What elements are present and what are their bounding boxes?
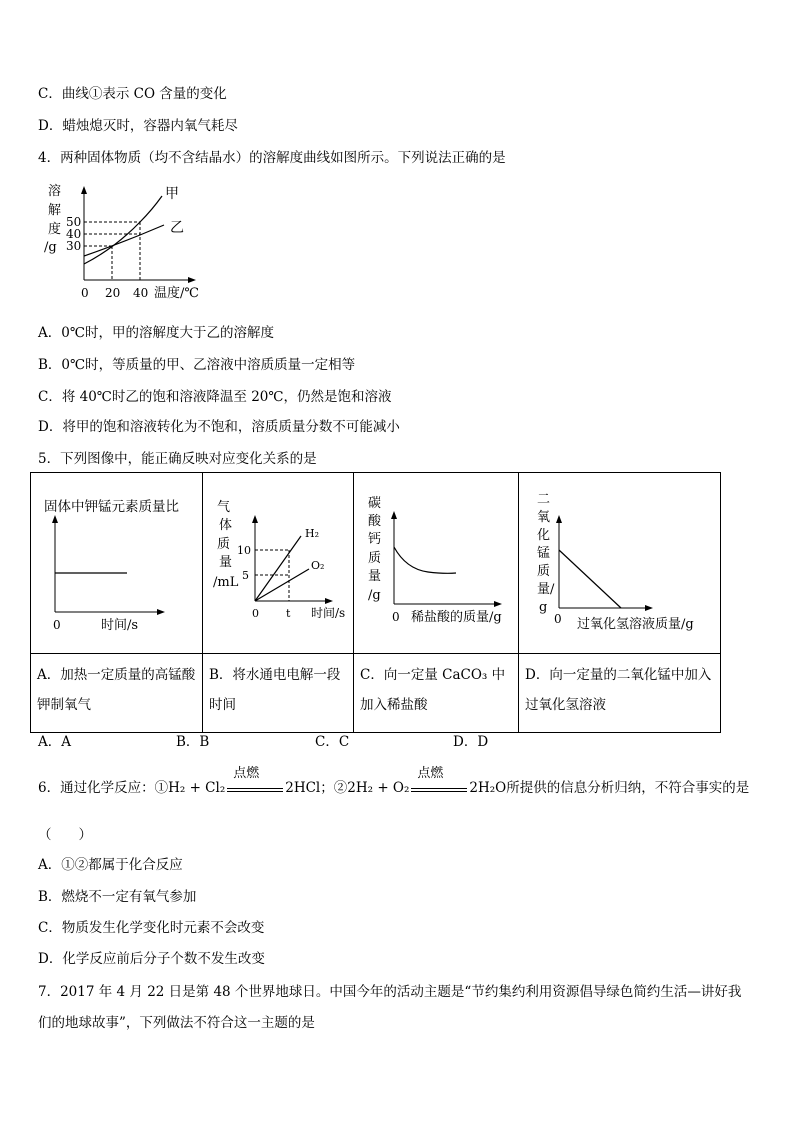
y-tick-30: 30 (66, 239, 82, 253)
reaction-arrow-1: 点燃 (227, 780, 283, 796)
x-tick-40: 40 (133, 286, 149, 300)
reaction-1-right: 2HCl (285, 780, 321, 796)
svg-text:5: 5 (242, 569, 249, 582)
svg-text:化: 化 (537, 528, 551, 543)
y-tick-40: 40 (66, 227, 82, 241)
graph-cell-a (31, 473, 203, 654)
svg-text:/mL: /mL (213, 575, 239, 590)
svg-text:质: 质 (368, 551, 382, 566)
q3-option-c: C．曲线①表示 CO 含量的变化 (38, 86, 227, 102)
svg-text:体: 体 (219, 518, 233, 533)
svg-text:氧: 氧 (537, 510, 551, 525)
y-label-char: 解 (48, 203, 62, 218)
q4-option-c: C．将 40℃时乙的饱和溶液降温至 20℃，仍然是饱和溶液 (38, 389, 392, 405)
graph-a-xlabel: 时间/s (101, 618, 139, 633)
q5-option-d: D．D (453, 734, 489, 750)
q7-stem-line1: 7．2017 年 4 月 22 日是第 48 个世界地球日。中国今年的活动主题是“节约集约利用资源倡导绿色简约生活—讲好我 (38, 984, 742, 1000)
caption-d: D．向一定量的二氧化锰中加入过氧化氢溶液 (519, 654, 721, 733)
q4-option-b: B．0℃时，等质量的甲、乙溶液中溶质质量一定相等 (38, 357, 356, 373)
q6-option-a: A．①②都属于化合反应 (38, 857, 183, 873)
svg-text:质: 质 (217, 537, 231, 552)
q5-stem: 5．下列图像中，能正确反映对应变化关系的是 (38, 451, 317, 467)
q7-stem-line2: 们的地球故事”，下列做法不符合这一主题的是 (38, 1015, 315, 1031)
line-o2 (255, 569, 309, 601)
svg-text:t: t (286, 607, 291, 620)
graph-a-origin: 0 (53, 618, 61, 632)
curve-yi (84, 225, 164, 256)
y-label-char: 溶 (48, 184, 62, 199)
reaction-1-left: H₂ + Cl₂ (168, 780, 226, 796)
series-label-yi: 乙 (170, 220, 184, 236)
graph-cell-c (354, 473, 519, 654)
svg-text:量/: 量/ (537, 582, 555, 597)
svg-text:H₂: H₂ (305, 527, 320, 540)
graph-cell-b (203, 473, 354, 654)
svg-text:二: 二 (537, 492, 551, 507)
svg-text:量: 量 (368, 569, 382, 584)
reaction-2-right: 2H₂O (469, 780, 507, 796)
curve-jia (84, 196, 162, 264)
q4-option-a: A．0℃时，甲的溶解度大于乙的溶解度 (38, 325, 274, 341)
svg-text:/g: /g (368, 588, 381, 603)
y-label-char: /g (44, 240, 57, 255)
solubility-curve-figure (40, 180, 220, 305)
caption-a: A．加热一定质量的高锰酸钾制氧气 (31, 654, 203, 733)
q6-option-b: B．燃烧不一定有氧气参加 (38, 889, 197, 905)
svg-text:碳: 碳 (368, 496, 382, 511)
q6-paren: （ ） (38, 827, 92, 843)
reaction-2-left: 2H₂ + O₂ (347, 780, 410, 796)
svg-text:过氧化氢溶液质量/g: 过氧化氢溶液质量/g (577, 617, 694, 632)
q3-option-d: D．蜡烛熄灭时，容器内氧气耗尽 (38, 118, 238, 134)
svg-text:质: 质 (537, 564, 551, 579)
q5-graph-table (30, 472, 721, 733)
x-tick-20: 20 (105, 286, 121, 300)
series-label-jia: 甲 (165, 186, 179, 202)
q5-option-a: A．A (38, 734, 71, 750)
graph-c (354, 473, 519, 649)
svg-text:0: 0 (554, 612, 562, 626)
svg-text:O₂: O₂ (311, 559, 325, 572)
y-arrow (81, 186, 87, 194)
q6-option-c: C．物质发生化学变化时元素不会改变 (38, 920, 265, 936)
q4-stem: 4．两种固体物质（均不含结晶水）的溶解度曲线如图所示。下列说法正确的是 (38, 150, 506, 166)
svg-text:g: g (539, 600, 548, 615)
q4-option-d: D．将甲的饱和溶液转化为不饱和，溶质质量分数不可能减小 (38, 419, 400, 435)
q6-stem: 6．通过化学反应：①H₂ + Cl₂ 点燃 2HCl；②2H₂ + O₂ 点燃 2H₂O所提供的信息分析归纳，不符合事实的是 (38, 766, 750, 796)
caption-b: B．将水通电电解一段时间 (203, 654, 354, 733)
graph-b (203, 473, 354, 649)
caption-c: C．向一定量 CaCO₃ 中加入稀盐酸 (354, 654, 519, 733)
svg-text:气: 气 (217, 500, 231, 515)
q5-option-c: C．C (315, 734, 350, 750)
svg-text:稀盐酸的质量/g: 稀盐酸的质量/g (411, 610, 502, 625)
reaction-arrow-2: 点燃 (411, 780, 467, 796)
graph-d (519, 473, 721, 649)
y-tick-50: 50 (66, 215, 82, 229)
svg-text:0: 0 (392, 610, 400, 624)
x-tick-0: 0 (81, 286, 89, 300)
svg-text:0: 0 (252, 607, 259, 620)
x-arrow (188, 277, 196, 283)
graph-cell-d (519, 473, 721, 654)
svg-text:时间/s: 时间/s (311, 606, 346, 620)
q6-option-d: D．化学反应前后分子个数不发生改变 (38, 951, 265, 967)
x-axis-label: 温度/℃ (154, 286, 199, 301)
graph-c-curve (394, 547, 456, 573)
svg-text:酸: 酸 (368, 514, 382, 529)
svg-text:钙: 钙 (368, 532, 382, 547)
graph-a-title: 固体中钾锰元素质量比 (44, 499, 179, 515)
svg-text:锰: 锰 (537, 546, 551, 561)
q5-option-b: B．B (176, 734, 210, 750)
graph-d-line (559, 550, 621, 608)
y-label-char: 度 (48, 222, 62, 237)
graph-a (31, 473, 203, 649)
line-h2 (255, 536, 301, 601)
svg-text:量: 量 (219, 555, 233, 570)
svg-text:10: 10 (237, 544, 251, 557)
